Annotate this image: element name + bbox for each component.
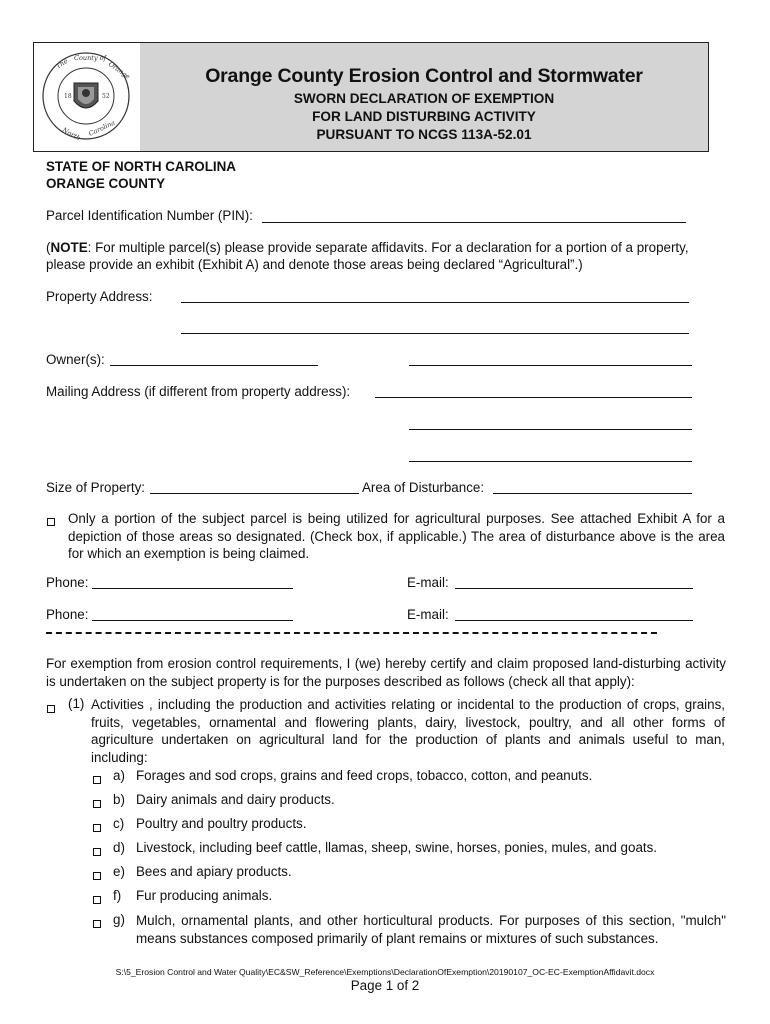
svg-text:Orange: Orange <box>106 60 132 81</box>
svg-text:The: The <box>54 56 70 71</box>
portion-checkbox[interactable] <box>47 514 55 529</box>
county-label: ORANGE COUNTY <box>46 176 166 191</box>
section-divider <box>46 632 657 634</box>
sub-item-c-text: Poultry and poultry products. <box>136 816 307 831</box>
email-input-line-2[interactable] <box>455 620 693 621</box>
note-line-1: (NOTE: For multiple parcel(s) please provide separate affidavits. For a declaration for a portion of a property, <box>46 240 689 255</box>
sub-item-f-letter: f) <box>113 888 122 903</box>
header-box <box>33 42 709 152</box>
sub-item-d-letter: d) <box>113 840 125 855</box>
item1-number: (1) <box>68 696 85 711</box>
state-label: STATE OF NORTH CAROLINA <box>46 159 236 174</box>
pin-input-line[interactable] <box>262 222 686 223</box>
svg-text:18: 18 <box>64 93 72 100</box>
note-label: NOTE <box>50 240 88 255</box>
property-address-label: Property Address: <box>46 289 153 304</box>
sub-item-a-checkbox[interactable] <box>93 772 101 787</box>
sub-item-b-text: Dairy animals and dairy products. <box>136 792 335 807</box>
svg-text:North: North <box>61 125 82 143</box>
page-number: Page 1 of 2 <box>350 978 420 993</box>
subtitle-line-1: SWORN DECLARATION OF EXEMPTION <box>293 91 555 106</box>
document-title: Orange County Erosion Control and Stormwater <box>205 65 643 87</box>
area-input-line[interactable] <box>493 493 692 494</box>
note-line-2: please provide an exhibit (Exhibit A) and denote those areas being declared “Agricultural”.) <box>46 257 583 272</box>
exemption-intro: For exemption from erosion control requirements, I (we) hereby certify and claim proposed land-disturbing activity is undertaken on the subject property is for the purposes described as follows (check all that apply): <box>46 656 726 689</box>
area-label: Area of Disturbance: <box>362 480 485 495</box>
email-label-2: E-mail: <box>407 607 449 622</box>
footer-file-path: S:\5_Erosion Control and Water Quality\EC&SW_Reference\Exemptions\DeclarationOfExemption\20190107_OC-EC-ExemptionAffidavit.docx <box>115 967 655 977</box>
phone-label-1: Phone: <box>46 575 89 590</box>
sub-item-d-text: Livestock, including beef cattle, llamas, sheep, swine, horses, ponies, mules, and goats. <box>136 840 658 855</box>
sub-item-a-text: Forages and sod crops, grains and feed crops, tobacco, cotton, and peanuts. <box>136 768 593 783</box>
sub-item-g-checkbox[interactable] <box>93 916 101 931</box>
mailing-address-line-1[interactable] <box>375 397 692 398</box>
phone-input-line-1[interactable] <box>92 588 293 589</box>
svg-text:Carolina: Carolina <box>87 118 117 138</box>
sub-item-f-text: Fur producing animals. <box>136 888 273 903</box>
county-seal-icon <box>34 43 138 149</box>
sub-item-c-letter: c) <box>113 816 125 831</box>
sub-item-d-checkbox[interactable] <box>93 844 101 859</box>
mailing-address-line-2[interactable] <box>409 429 692 430</box>
owner-input-line-2[interactable] <box>409 365 692 366</box>
sub-item-g-letter: g) <box>113 912 125 927</box>
sub-item-b-checkbox[interactable] <box>93 796 101 811</box>
size-label: Size of Property: <box>46 480 145 495</box>
pin-label: Parcel Identification Number (PIN): <box>46 208 253 223</box>
sub-item-e-letter: e) <box>113 864 125 879</box>
subtitle-line-3: PURSUANT TO NCGS 113A-52.01 <box>316 127 532 142</box>
title-block <box>140 43 708 151</box>
sub-item-e-text: Bees and apiary products. <box>136 864 292 879</box>
size-input-line[interactable] <box>150 493 359 494</box>
owners-label: Owner(s): <box>46 352 105 367</box>
owner-input-line-1[interactable] <box>110 365 318 366</box>
svg-text:52: 52 <box>102 93 110 100</box>
mailing-address-line-3[interactable] <box>409 461 692 462</box>
item1-checkbox[interactable] <box>47 701 55 716</box>
sub-item-b-letter: b) <box>113 792 125 807</box>
email-input-line-1[interactable] <box>455 588 693 589</box>
subtitle-line-2: FOR LAND DISTURBING ACTIVITY <box>312 109 536 124</box>
svg-text:County of: County of <box>74 54 106 62</box>
phone-label-2: Phone: <box>46 607 89 622</box>
property-address-line-1[interactable] <box>181 302 689 303</box>
portion-text: Only a portion of the subject parcel is being utilized for agricultural purposes. See attached Exhibit A for a depiction of those areas so designated. (Check box, if applicable.) The area of disturbance above is the area for which an exemption is being claimed. <box>68 511 725 561</box>
mailing-address-label: Mailing Address (if different from property address): <box>46 384 351 399</box>
phone-input-line-2[interactable] <box>92 620 293 621</box>
county-seal <box>34 43 141 151</box>
sub-item-e-checkbox[interactable] <box>93 868 101 883</box>
sub-item-f-checkbox[interactable] <box>93 892 101 907</box>
note-text-1: : For multiple parcel(s) please provide separate affidavits. For a declaration for a portion of a property, <box>87 240 689 255</box>
sub-item-c-checkbox[interactable] <box>93 820 101 835</box>
property-address-line-2[interactable] <box>181 333 689 334</box>
email-label-1: E-mail: <box>407 575 449 590</box>
sub-item-a-letter: a) <box>113 768 125 783</box>
sub-item-g-text: Mulch, ornamental plants, and other horticultural products. For purposes of this section, "mulch" means substances composed primarily of plant remains or mixtures of such substances. <box>136 913 726 946</box>
item1-text: Activities , including the production and activities relating or incidental to the production of crops, grains, fruits, vegetables, ornamental and flowering plants, dairy, livestock, poultry, and all other forms of agriculture undertaken on agricultural land for the production of plants and animals useful to man, including: <box>91 697 725 765</box>
